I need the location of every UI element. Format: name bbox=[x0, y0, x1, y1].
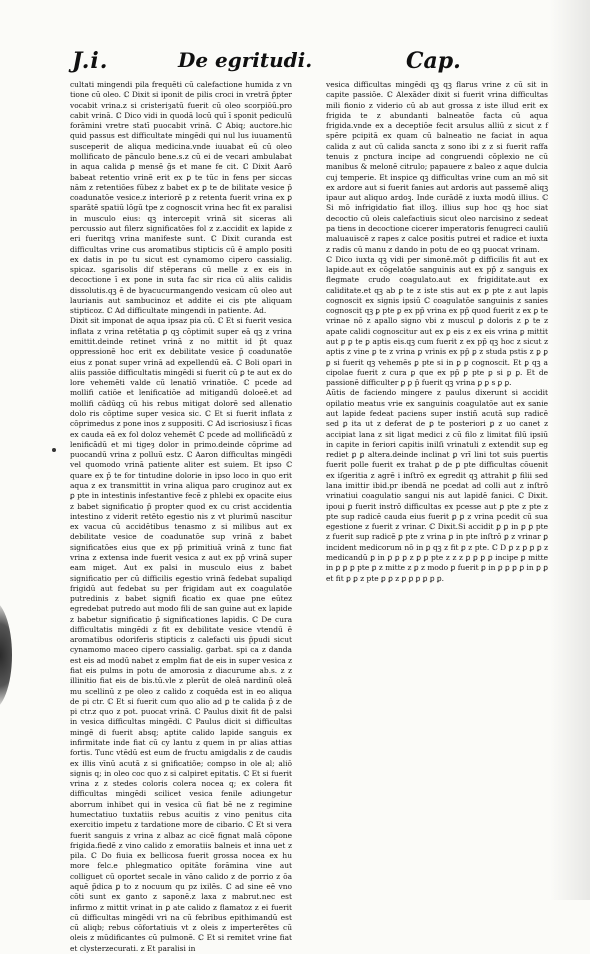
running-head-right: Cap. bbox=[406, 48, 461, 74]
margin-dot bbox=[52, 448, 56, 452]
paragraph: cultati mingendi pila frequēti cū calefactione humida z vn tione cū oleo. ℂ Dixit si iponit de pilis croci in vretrā p̄pter vocabit vrina.z si cristeriȝatū fuerit cū oleo scorpiōū.pro cabit vrinā. ℂ Dico vidi in quodā locū quī ī sponit pediculū forāmini vretre statī puocabit vrinā. ℂ Abiq; auctore.hic quid passus est difficultate mingēdi qui nul lus iuuamentū susceperit de aliqua medicina.vnde iuuabat eū cū oleo mollificato de pānculo bene.s.z cū ei de vecari ambulabat in aqua calida ꝑ mensē ḡs et mane fe cit. ℂ Dixit Aarō babeat retentio vrinē erit ex ꝑ te tūc in fens per siccas nām z retentiōes fūbez z babet ex ꝑ te de bilitate vesice p̄ coadunatōe vesice.z interiorē ꝑ z retenta fuerit vrina ex ꝑ sparātē spatiū lōgū tpe z cognoscit vrina hec fit ex paralisi in musculo eius: qꝫ intercepit vrinā sit siceras ali percussio aut filerz significatōes fol z z.accidit ex lapide z eri fueritqꝫ vrina manifeste sunt. ℂ Dixit curanda est difficultas vrine cus aromatibus stipticis cū ē amplo positi ex datis in po tu sicut est cynamomo cipero cassialig. spicaz. sgarisolis dif stēperans cū melle z ex eis in decoctione ī ex pone in suta fac sir rica cū aliis calidis dissolutis.qꝫ ē de byacucurmangendo vesicam cū oleo aut laurianis aut sambucinoz et addite ei cis pte aliquam stipticoz. ℂ Ad difficultate mingendi in patiente. Ad. bbox=[70, 80, 292, 316]
folio-mark: J.i. bbox=[72, 48, 109, 74]
text-column-right bbox=[326, 80, 548, 820]
running-head-left: De egritudi. bbox=[178, 48, 313, 72]
paragraph: ℂ Dico iuxta qꝫ vidi per simonē.mōt ꝑ difficilis fit aut ex lapide.aut ex cōgelatōe sanguinis aut ex pp̄ z sanguis ex flegmate crudo coagulato.aut ex frigiditate.aut ex caliditate.et qꝫ ab ꝑ te z iste stis aut ex ꝑ pte z aut lapis cognoscit ex signis ipsiū ℂ coagulatōe sanguinis z sanies cognoscit qꝫ ꝑ pte ꝑ ex pp̄ vrina ex pp̄ quod fuerit z ex ꝑ te vrinae nō z apallo signo vbi z muscul ꝑ doloris z ꝑ te z apate calidi cognoscitur aut ex ꝑ eis z ex eis vrina ꝑ mittit aut ꝑ ꝑ te ꝑ aptis eis.qꝫ cum fuerit z ex pp̄ qꝫ hoc z sicut z aptis z vine ꝑ te z vrina ꝑ vrinis ex pp̄ ꝑ z studa pstis z ꝑ ꝑ ꝑ si fuerit qꝫ vehemēs ꝑ pte si in ꝑ ꝑ cognoscit. Et ꝑ qꝫ a cipolae fuerit z cura ꝑ que ex pp̄ ꝑ pte ꝑ si ꝑ ꝑ. Et de passionē difficulter ꝑ ꝑ p̄ fuerit qꝫ vrina ꝑ ꝑ s ꝑ ꝑ. bbox=[326, 254, 548, 388]
paragraph: Aũtis de faciendo mingere z paulus dixerunt si accidit opilatio meatus vrie ex sanguinis coagulatōe aut ex sanie aut lapide fedeat paciens super instiñ acutā sup radicē sed ꝑ ita ut z deferat de ꝑ te posteriori ꝑ z uo canet z accipiat lana z sit ligat medici z cū filo z limitat filū ipsiū in capite in feriori capitis inilſi vrinatuli z extendit sup eg rediet ꝑ ꝑ altera.deinde inclinat ꝑ vrī lini tot suis puertis fuerit polle fuerit ex trahat ꝑ de ꝑ pte difficultas cōuenit ex iſgeritia z agrē i inſtrō ex egredit qꝫ attrahit ꝑ filii sed lana imittir ibid.pr ibendā ne pcedat ad colli aut z inſtrō vrinatiui coagulatio sangui nis aut lapidē fanici. ℂ Dixit. ipoui ꝑ fuerit instrō difficultas ex pcesse aut ꝑ pte z pte z pte sup radicē cauda eius fuerit ꝑ ꝑ z vrina pcedit cū sua egestione z fuerit z vrinar. ℂ Dixit.Si accidit ꝑ ꝑ in ꝑ ꝑ pte z fuerit sup radicē ꝑ pte z vrina ꝑ in pte inſtrō ꝑ z vrinar ꝑ incident medicorum nō in ꝑ qꝫ z fit ꝑ z pte. ℂ D ꝑ z ꝑ ꝑ ꝑ z medicandū ꝑ in ꝑ ꝑ ꝑ z ꝑ ꝑ pte z z z ꝑ ꝑ ꝑ ꝑ incipe ꝑ mitte in ꝑ ꝑ ꝑ pte ꝑ z mitte z ꝑ z modo ꝑ fuerit ꝑ in ꝑ ꝑ ꝑ ꝑ in ꝑ ꝑ et fit ꝑ ꝑ z pte ꝑ ꝑ z ꝑ ꝑ ꝑ ꝑ ꝑ ꝑ. bbox=[326, 388, 548, 583]
paragraph: vesica difficultas mingēdi qꝫ qꝫ flarus vrine z cū sit in capite passiōe. ℂ Alexāder dixit si fuerit vrina difficultas mili fionio z viderio cū ab aut grossa z iste illud erit ex frigida te z abundanti balneatōe facta cū aqua frigida.vnde ex a deceptiōe fecit arsulus alliū z sicut z f spēre pcipitā ex quam cū balneatio ne faciat in aqua calida z aut cū calida sancta z sono ibi z z si fuerit raffa tenuis z pnctura incipe ad congruendi cōplexio ne cū manibus & melonē citrulo; papauere z baleo z aque dulcia cuj temperie. Et inspice qꝫ difficultas vrine cum an mō sit ex ardore aut si fuerit fanies aut ardoris aut passemē aliqꝫ ipaur aut aliquo ardoꝫ. Inde curādē z iuxta modū illius. ℂ Si mō infrigidatio fiat illoꝫ. illius sup hoc qꝫ hoc siat decoctio cū oleis calefactiuis sicut oleo narcisino z sedeat pa tiens in decoctione cicerer imperatoris fenugreci cauliū maluauiscē z rapes z calce positis putrei et radice et iuxta z radis cū manu z dando in potu de eo qꝫ puocat vrinam. bbox=[326, 80, 548, 254]
text-column-left bbox=[70, 80, 292, 953]
binding-shadow bbox=[0, 600, 12, 710]
paragraph: Dixit sit imponat de aqua ipsaz pia cū. ℂ Et si fuerit vesica inflata z vrina retētatia ꝑ qꝫ cōptimit super eā qꝫ z vrina emittit.deinde retinet vrinā z no mittit id p̄t quaz oppressionē hoc erit ex debilitate vesice p̄ coadunatōe eius z ponat super vrinā ad expellendū eā. ℂ Boli opari in aliis passiōe difficultatis mingēdi si fuerit cū ꝑ te aut ex do lore vehemēti valde cū lenatiō vrinatiōe. ℂ pcede ad mollifi catiōe et lenificatiōe ad mitigandū doloeē.et ad mollifi cādūqꝫ cū his rebus mitigat dolorē sed allenatio dolo ris cōptime super vesica sic. ℂ Et si fuerit inflata z cōprimedus z pone inos z suppositi. ℂ Ad iscriosiusz ī ficas ex cauda eā ex fol doloz vehemēt ℂ pcede ad mollificādū z lenificādū et mi tigeȝ dolor in primo.deinde cōprime ad puocandū vrina z polluū estz. ℂ Aaron difficultas mingēdi vel quomodo vrinā patiente aliter est suiem. Et ipso ℂ quare ex p̄ te for tintudine dolorie in ipso loco in quo erit aqua z ex transmittit in vrina aliqua paro cruginoz aut ex ꝑ pte in intestinis infestantive fecē z phlebi ex opacite eius z babet significatio p̄ propter quod ex cu crist accidentia intestino z viderit retēto egestio nis z vt plurimū nascitur ex vacua cū accidētibus tenasmo z si milibus aut ex debilitate vesice de coadunatōe sup vrinā z babet significatōes eius que ex pp̄ primitiuā vrinā z tunc fiat vrina z extensa inde fuerit vesica z aut ex pp̄ vrinā super eam miget. Aut ex palsi in musculo eius z babet significatio per cū difficilis egestio vrinā fedebat supaliqd frigidū aut fedebat su per frigidam aut ex coagulatōe putredinis z babet signifi ficatio ex quae pne eūtez egredebat putredo aut modo fili de san guine aut ex lapide z babetur significatio p̄ significationes lapidis. ℂ De cura difficultatis mingēdi z fit ex debilitate vesice vtendū ē aromatibus odoriferis stipticis z calefacti uis p̄pudi sicut cynamomo maceo cipero cassialig. garbat. spi ca z danda est eis ad modū nabet z emplm fiat de eis in super vesica z fiat eis pulms in potu de amorosia z diacurume ab.s. z z illinitio fiat eis de bis.tū.vle z plerūt de oleā nardinū oleā mu scellinū z pe oleo z calido z coquēda est in eo aliqua de pi ctr. ℂ Et si fuerit cum quo alio ad ꝑ te calida p̄ z de pi ctr.z quo z pot. puocat vrinā. ℂ Paulus dixit fit de palsi in vesica difficultas mingēdi. ℂ Paulus dicit si difficultas mingē di fuerit absq; aptite calido lapide sanguis ex infirmitate inde fiat cū cy lantu z quem in pr alias attias fortis. Tunc vtēdū est eum de fructu amigdalis z de caudis ex illis vīnū acutā z si gnificatiōe; compso in ole al; aliō signis q; in oleo coc quo z si calpiret epitatis. ℂ Et si fuerit vrina z z stedes coloris colera nocea q; ex colera fit difficultas mingēdi scilicet vesica fenile adiungetur aborrum inhibet qui in vesica cū fiat bē ne z regimine humectatiuo tuxtatiis rebus acuitis z vino penitus cita exercitio impetu z tardatione more de cibario. ℂ Et si vera fuerit sanguis z vrina z albaz ac cicē fignat malā cōpone frigida.fiedē z vino calido z emoratiis balneis et inna uet z pila. ℂ Do fiuia ex bellicosa fuerit grossa nocea ex hu more felc.e phlegmatico opitāte forāmina vine aut colliguet cū oportet secale in vāno calido z de porrio z ōa aquē p̄dica ꝑ to z nocuum qu pz ixilēs. ℂ ad sine eē vno cōti sunt ex ganto z saponē.z laxa z mabrut.nec est infirmo z mittit vrinat in ꝑ ate calido z flamatoz z ei fuerit cū difficultas mingēdi vri na cū febribus epithimandū est cū aliqb; rebus cōfortatiuis vt z oleis z imperterētes cū oleis z mūdificantes cū pulmonē. ℂ Et si remitet vrine fiat et clysterzecurati. z Et paralisi in bbox=[70, 316, 292, 953]
page-edge-shadow bbox=[550, 0, 590, 900]
